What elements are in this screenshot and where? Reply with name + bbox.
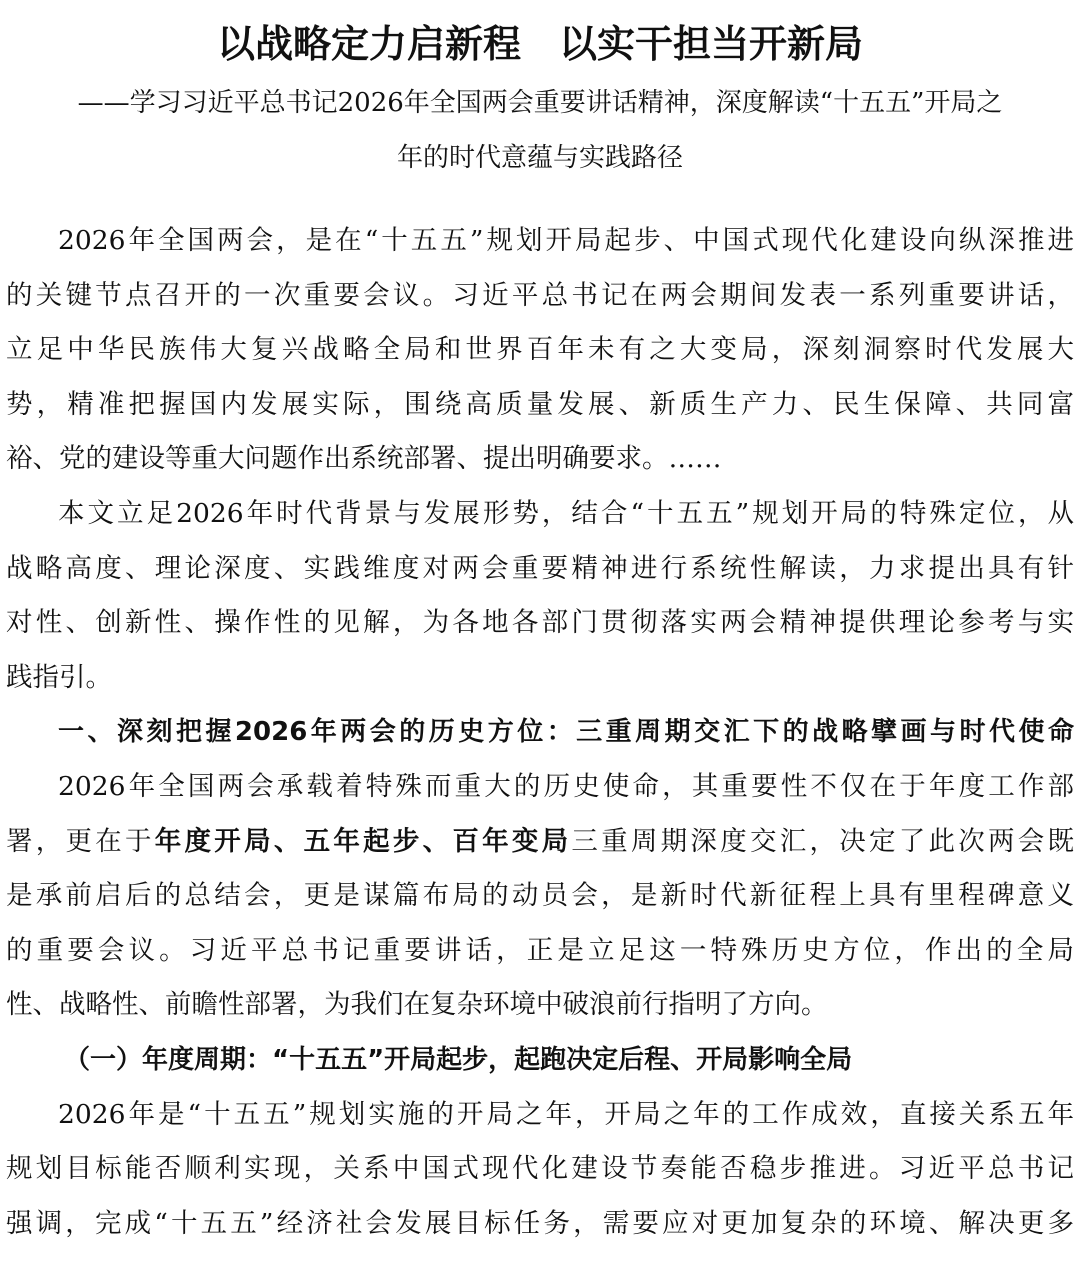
subtitle-line-2: 年的时代意蕴与实践路径 <box>396 142 683 173</box>
paragraph-historic-position <box>0 760 1080 1033</box>
paragraph-line: 是承前启后的总结会，更是谋篇布局的动员会，是新时代新征程上具有里程碑意义 <box>6 880 1074 912</box>
section-heading: 一、深刻把握2026年两会的历史方位：三重周期交汇下的战略擘画与时代使命 <box>58 717 1074 748</box>
paragraph-line: 2026年全国两会，是在“十五五”规划开局起步、中国式现代化建设向纵深推进 <box>58 225 1074 256</box>
paragraph-line: 势，精准把握国内发展实际，围绕高质量发展、新质生产力、民生保障、共同富 <box>6 388 1074 420</box>
document-title: 以战略定力启新程 以实干担当开新局 <box>216 22 863 66</box>
paragraph-line: 强调，完成“十五五”经济社会发展目标任务，需要应对更加复杂的环境、解决更多 <box>6 1207 1074 1239</box>
subsection-heading: （一）年度周期：“十五五”开局起步，起跑决定后程、开局影响全局 <box>64 1044 853 1075</box>
paragraph-line: 战略高度、理论深度、实践维度对两会重要精神进行系统性解读，力求提出具有针 <box>6 552 1074 584</box>
paragraph-line: 的关键节点召开的一次重要会议。习近平总书记在两会期间发表一系列重要讲话， <box>6 279 1074 311</box>
paragraph-intro <box>0 214 1080 487</box>
document-subtitle <box>0 76 1080 185</box>
paragraph-line: 的重要会议。习近平总书记重要讲话，正是立足这一特殊历史方位，作出的全局 <box>6 934 1074 966</box>
paragraph-annual-cycle <box>0 1088 1080 1252</box>
paragraph-line: 对性、创新性、操作性的见解，为各地各部门贯彻落实两会精神提供理论参考与实 <box>6 607 1074 639</box>
paragraph-purpose <box>0 487 1080 705</box>
text-segment: 署，更在于 <box>6 825 155 857</box>
text-segment: 三重周期深度交汇，决定了此次两会既 <box>571 825 1075 857</box>
paragraph-line: 立足中华民族伟大复兴战略全局和世界百年未有之大变局，深刻洞察时代发展大 <box>6 334 1074 366</box>
paragraph-line: 性、战略性、前瞻性部署，为我们在复杂环境中破浪前行指明了方向。 <box>6 989 828 1021</box>
paragraph-line: 2026年是“十五五”规划实施的开局之年，开局之年的工作成效，直接关系五年 <box>58 1098 1074 1130</box>
subtitle-line-1: ——学习习近平总书记2026年全国两会重要讲话精神，深度解读“十五五”开局之 <box>77 88 1003 118</box>
paragraph-line: 践指引。 <box>6 661 112 693</box>
paragraph-line: 裕、党的建设等重大问题作出系统部署、提出明确要求。…… <box>6 443 722 475</box>
paragraph-line: 2026年全国两会承载着特殊而重大的历史使命，其重要性不仅在于年度工作部 <box>58 770 1074 802</box>
document-body <box>0 214 1080 1251</box>
paragraph-line: 规划目标能否顺利实现，关系中国式现代化建设节奏能否稳步推进。习近平总书记 <box>6 1153 1074 1185</box>
paragraph-line-with-emphasis <box>0 815 1080 870</box>
emphasis-text: 年度开局、五年起步、百年变局 <box>154 825 572 857</box>
paragraph-line: 本文立足2026年时代背景与发展形势，结合“十五五”规划开局的特殊定位，从 <box>58 497 1074 529</box>
